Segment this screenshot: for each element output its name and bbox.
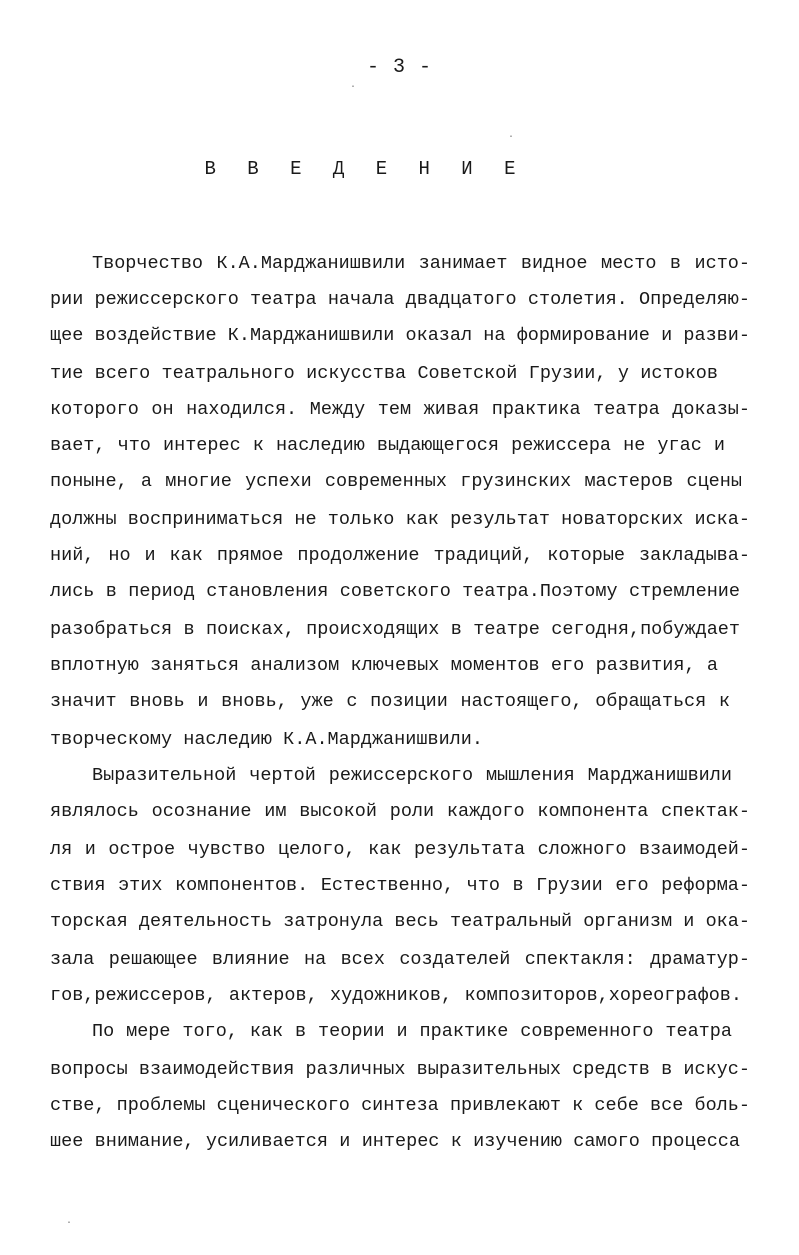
text-line: Творчество К.А.Марджанишвили занимает видное место в исто-	[92, 253, 750, 274]
text-line: вопросы взаимодействия различных выразительных средств в искус-	[50, 1059, 750, 1080]
text-line: Выразительной чертой режиссерского мышления Марджанишвили	[92, 765, 732, 786]
scan-speck: ·	[508, 132, 515, 143]
text-line: являлось осознание им высокой роли каждого компонента спектак-	[50, 801, 750, 822]
text-line: шее внимание, усиливается и интерес к изучению самого процесса	[50, 1131, 740, 1152]
text-line: вплотную заняться анализом ключевых моментов его развития, а	[50, 655, 718, 676]
text-line: которого он находился. Между тем живая практика театра доказы-	[50, 399, 750, 420]
text-line: ствия этих компонентов. Естественно, что в Грузии его реформа-	[50, 875, 750, 896]
text-line: тие всего театрального искусства Советской Грузии, у истоков	[50, 363, 718, 384]
text-line: зала решающее влияние на всех создателей спектакля: драматур-	[50, 949, 750, 970]
text-line: По мере того, как в теории и практике современного театра	[92, 1021, 732, 1042]
page-number: - 3 -	[366, 56, 432, 79]
text-line: торская деятельность затронула весь театральный организм и ока-	[50, 911, 750, 932]
scan-speck: ·	[66, 1218, 73, 1229]
text-line: рии режиссерского театра начала двадцатого столетия. Определяю-	[50, 289, 750, 310]
text-line: значит вновь и вновь, уже с позиции настоящего, обращаться к	[50, 691, 730, 712]
text-line: должны восприниматься не только как результат новаторских иска-	[50, 509, 750, 530]
text-line: гов,режиссеров, актеров, художников, композиторов,хореографов.	[50, 985, 742, 1006]
text-line: ля и острое чувство целого, как результата сложного взаимодей-	[50, 839, 750, 860]
text-line: вает, что интерес к наследию выдающегося режиссера не угас и	[50, 435, 725, 456]
text-line: творческому наследию К.А.Марджанишвили.	[50, 729, 483, 750]
text-line: щее воздействие К.Марджанишвили оказал на формирование и разви-	[50, 325, 750, 346]
page-title: В В Е Д Е Н И Е	[204, 158, 526, 180]
text-line: разобраться в поисках, происходящих в театре сегодня,побуждает	[50, 619, 740, 640]
text-line: ний, но и как прямое продолжение традиций, которые закладыва-	[50, 545, 750, 566]
text-line: поныне, а многие успехи современных грузинских мастеров сцены	[50, 471, 742, 492]
text-line: стве, проблемы сценического синтеза привлекают к себе все боль-	[50, 1095, 750, 1116]
text-line: лись в период становления советского театра.Поэтому стремление	[50, 581, 740, 602]
scan-speck: ·	[350, 82, 357, 93]
